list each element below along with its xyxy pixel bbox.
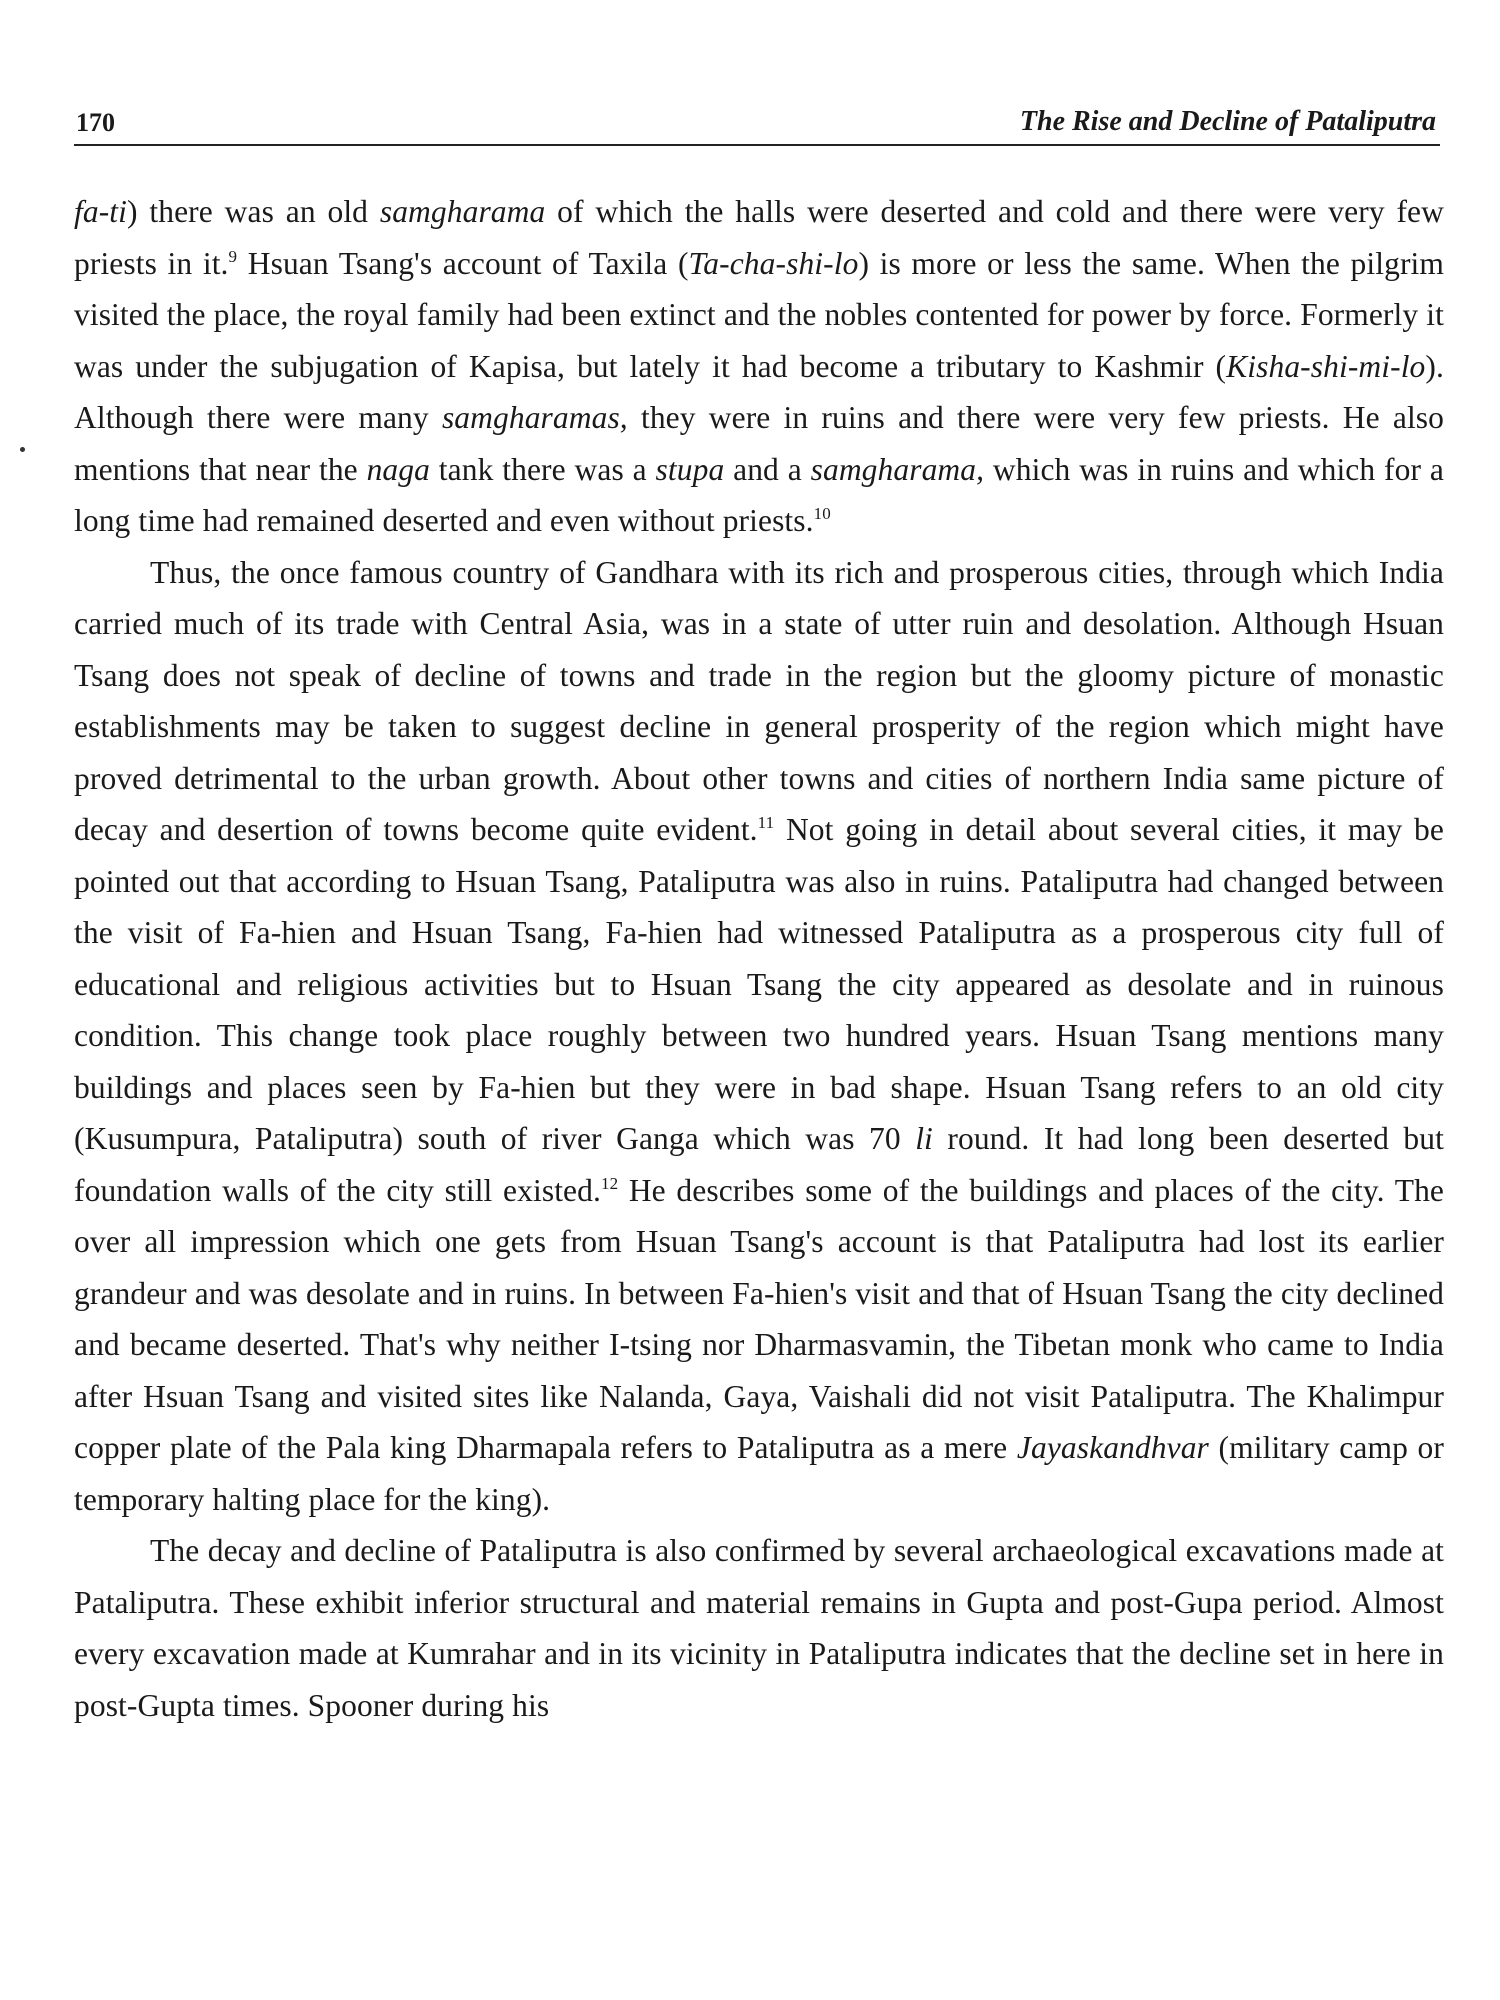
text-run: they were in ruins and there were very few priests. He also mentions that near the [74, 400, 1444, 487]
italic-term: stupa [655, 451, 725, 487]
italic-term: samgharama [379, 194, 546, 229]
footnote-ref: 12 [600, 1173, 619, 1193]
text-run: round. It had long been deserted but foundation walls of the city still existed. [74, 1121, 1444, 1208]
italic-term: samgharama, [810, 451, 985, 487]
text-run: tank there was a [429, 451, 656, 487]
paragraph-3 [74, 1525, 1444, 1731]
text-run: Thus, the once famous country of Gandhara with its rich and prosperous cities, through which India carried much of its trade with Central Asia, was in a state of utter ruin and desolation. Although Hsuan Tsang does not speak of decline of towns and trade in the region but the gloomy picture of monastic establishments may be taken to suggest decline in general prosperity of the region which might have proved detrimental to the urban growth. About other towns and cities of northern India same picture of decay and desertion of towns become quite evident. [74, 554, 1444, 847]
text-run: and a [724, 451, 811, 487]
text-run: (military camp or temporary halting place for the king). [74, 1430, 1444, 1517]
page-header [74, 100, 1440, 146]
margin-mark [20, 447, 25, 452]
italic-term: Jayaskandhvar [1016, 1430, 1209, 1465]
text-run: Hsuan Tsang's account of Taxila ( [237, 245, 689, 281]
italic-term: Kisha-shi-mi-lo [1226, 348, 1426, 384]
page-number: 170 [76, 108, 115, 137]
italic-term: naga [366, 451, 430, 487]
text-run: ) there was an old [127, 194, 380, 229]
text-run: He describes some of the buildings and places of the city. The over all impression which one gets from Hsuan Tsang's account is that Pataliputra had lost its earlier grandeur and was desolate and in ruins. In between Fa-hien's visit and that of Hsuan Tsang the city declined and became deserted. That's why neither I-tsing nor Dharmasvamin, the Tibetan monk who came to India after Hsuan Tsang and visited sites like Nalanda, Gaya, Vaishali did not visit Pataliputra. The Khalimpur copper plate of the Pala king Dharmapala refers to Pataliputra as a mere [74, 1172, 1444, 1465]
footnote-ref: 11 [757, 813, 775, 832]
text-run: of which the halls were deserted and cold and there were very few priests in it. [74, 194, 1444, 281]
italic-term: li [915, 1121, 933, 1156]
footnote-ref: 9 [228, 246, 238, 266]
text-run: ). Although there were many [74, 348, 1444, 435]
italic-term: samgharamas, [441, 400, 628, 435]
text-run: Not going in detail about several cities, it may be pointed out that according to Hsuan Tsang, Pataliputra was also in ruins. Pataliputra had changed between the visit of Fa-hien and Hsuan Tsang, Fa-hien had witnessed Pataliputra as a prosperous city full of educational and religious activities but to Hsuan Tsang the city appeared as desolate and in ruinous condition. This change took place roughly between two hundred years. Hsuan Tsang mentions many buildings and places seen by Fa-hien but they were in bad shape. Hsuan Tsang refers to an old city (Kusumpura, Pataliputra) south of river Ganga which was 70 [74, 812, 1444, 1156]
footnote-ref: 10 [813, 504, 831, 523]
text-run: which was in ruins and which for a long time had remained deserted and even without priests. [74, 451, 1444, 538]
paragraph-2 [74, 547, 1444, 1526]
italic-term: Ta-cha-shi-lo [688, 245, 859, 281]
text-run: ) is more or less the same. When the pilgrim visited the place, the royal family had been extinct and the nobles contented for power by force. Formerly it was under the subjugation of Kapisa, but lately it had become a tributary to Kashmir ( [74, 245, 1444, 384]
italic-term: fa-ti [74, 194, 127, 229]
running-title: The Rise and Decline of Pataliputra [1019, 106, 1436, 137]
paragraph-1 [74, 186, 1444, 547]
body-text [74, 186, 1444, 1731]
text-run: The decay and decline of Pataliputra is also confirmed by several archaeological excavations made at Pataliputra. These exhibit inferior structural and material remains in Gupta and post-Gupa period. Almost every excavation made at Kumrahar and in its vicinity in Pataliputra indicates that the decline set in here in post-Gupta times. Spooner during his [74, 1533, 1444, 1723]
